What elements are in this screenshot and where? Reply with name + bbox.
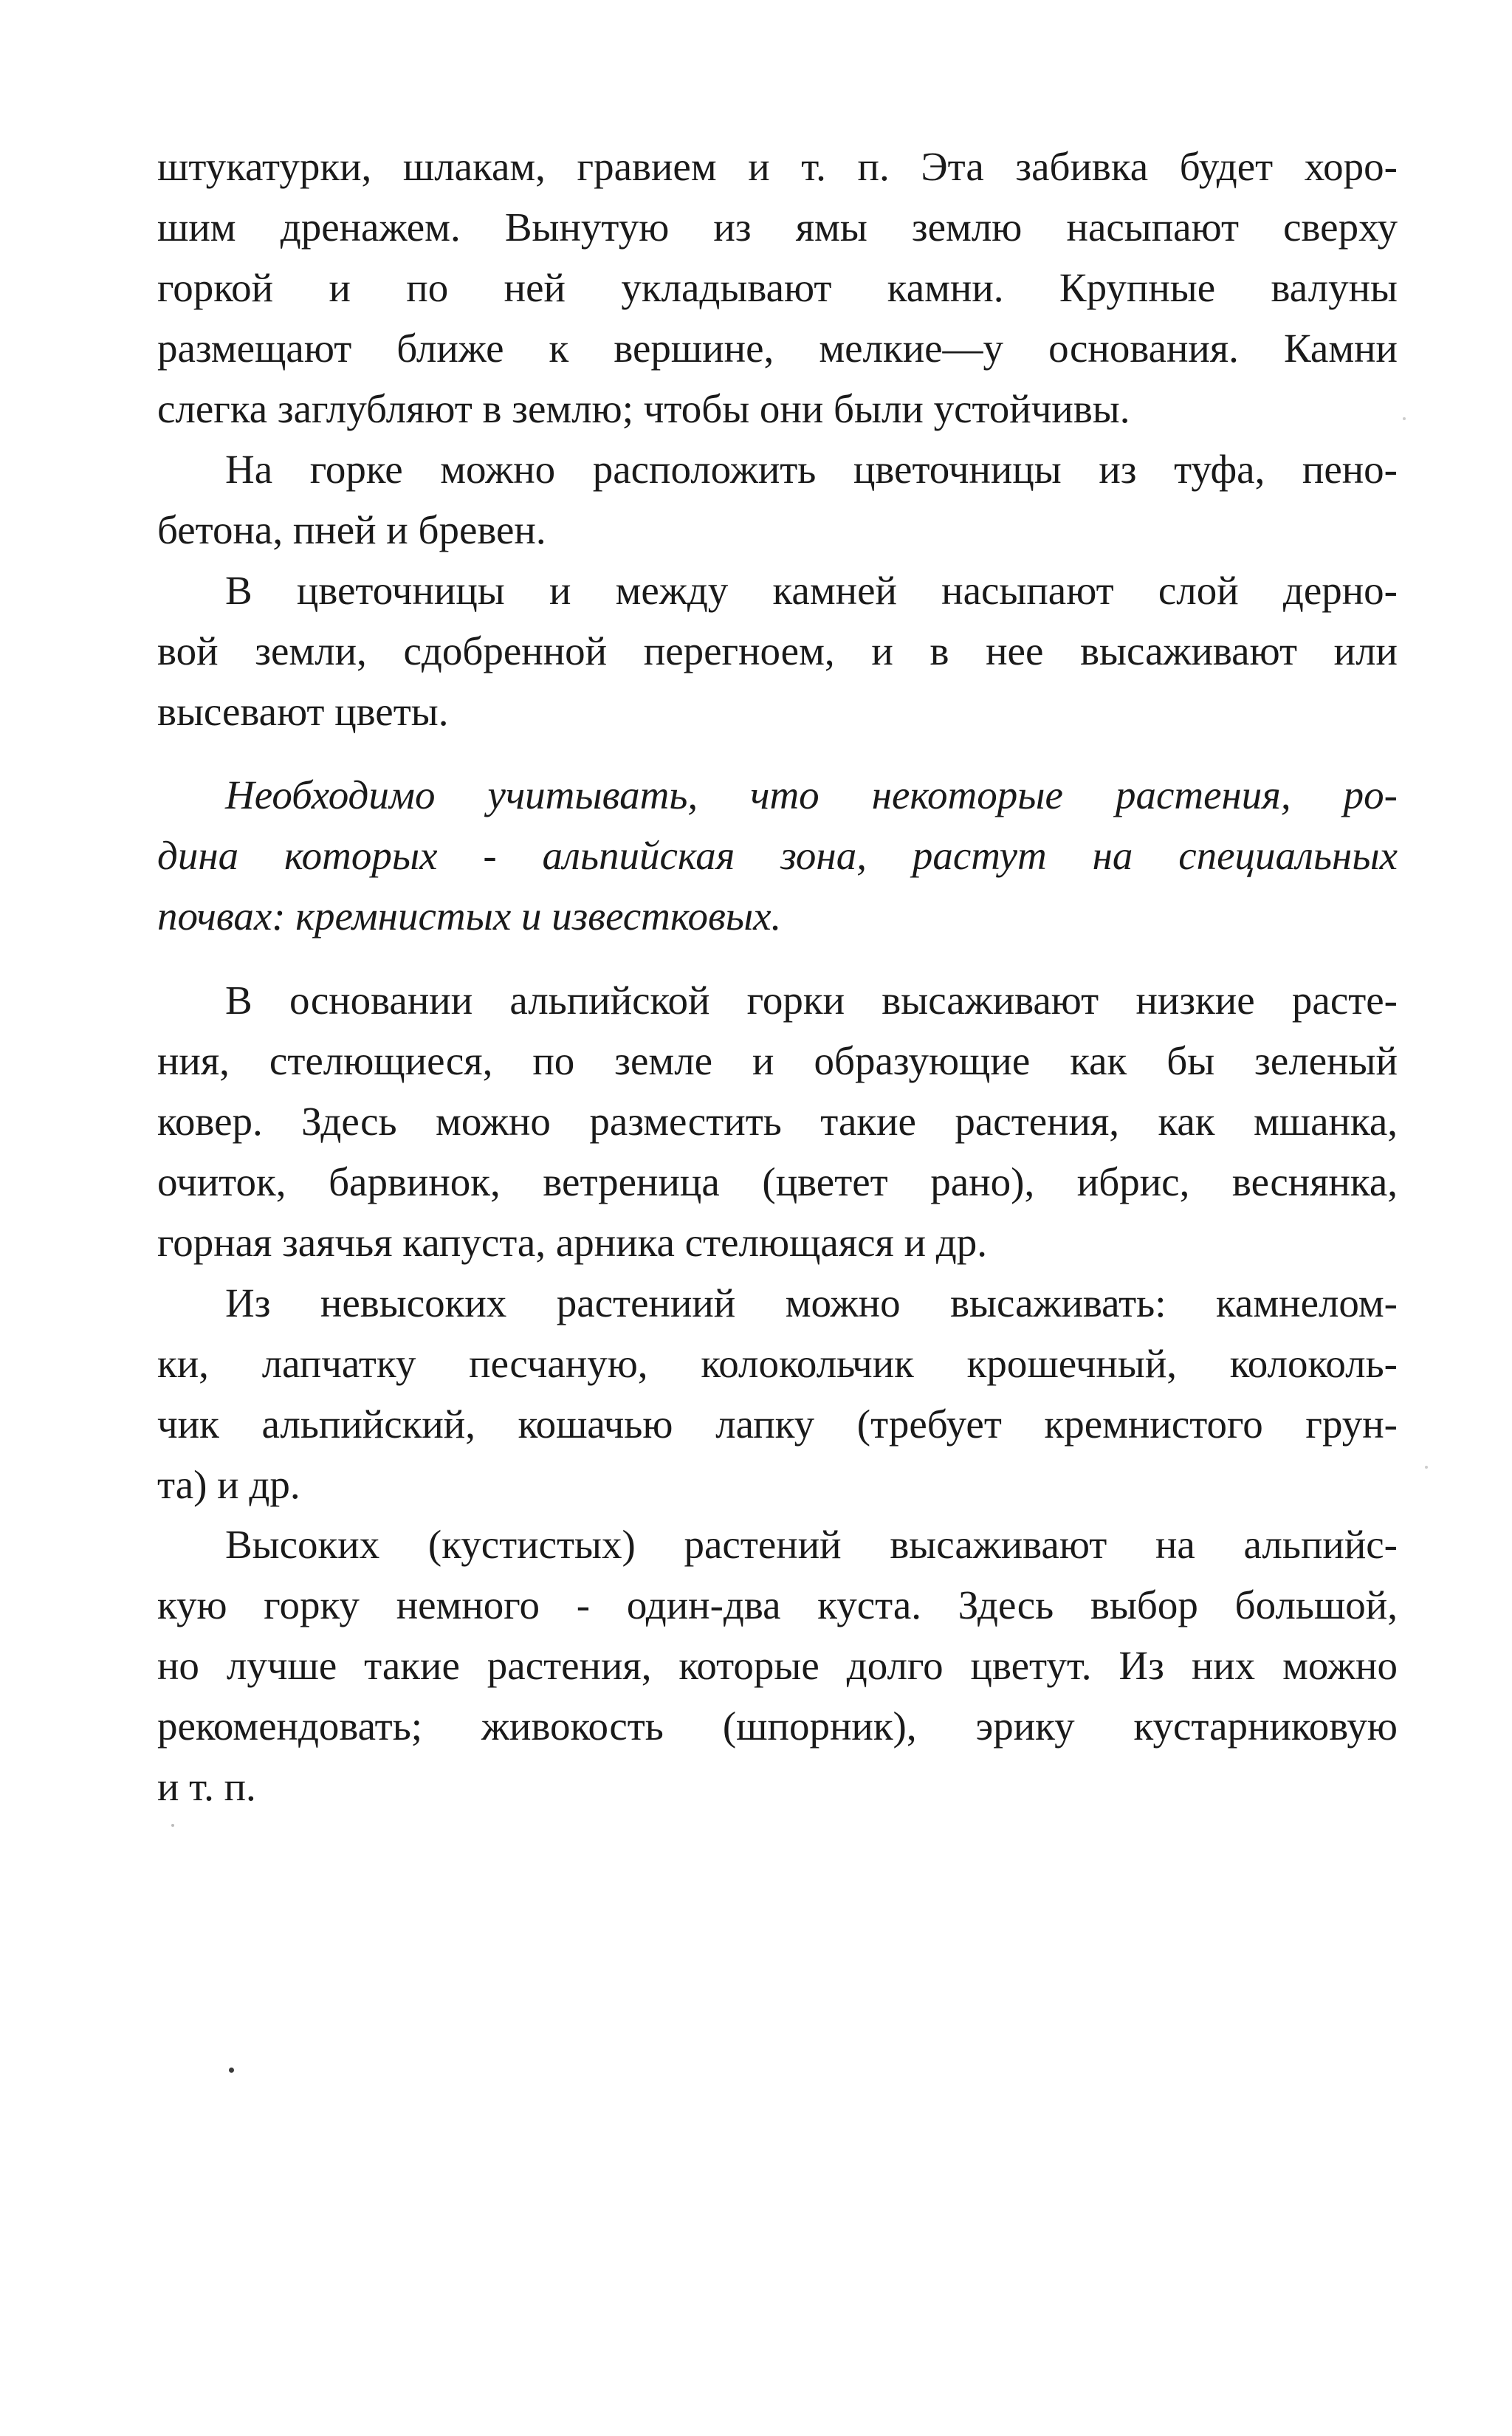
text-line: но лучше такие растения, которые долго цветут. Из них можно (157, 1643, 1398, 1688)
text-line: бетона, пней и бревен. (157, 507, 546, 552)
text-line: вой земли, сдобренной перегноем, и в нее высаживают или (157, 628, 1398, 673)
text-line: Из невысоких растениий можно высаживать: камнелом- (225, 1280, 1398, 1325)
paragraph-6 (157, 1273, 1398, 1515)
paragraph-7 (157, 1514, 1398, 1817)
text-line: очиток, барвинок, ветреница (цветет рано), ибрис, веснянка, (157, 1159, 1398, 1204)
text-line: штукатурки, шлакам, гравием и т. п. Эта забивка будет хоро- (157, 144, 1398, 189)
text-line: и т. п. (157, 1764, 256, 1809)
text-line: горная заячья капуста, арника стелющаяся и др. (157, 1220, 988, 1265)
scan-speck (171, 1824, 174, 1827)
text-line: та) и др. (157, 1462, 300, 1507)
paragraph-3 (157, 560, 1398, 742)
text-line: почвах: кремнистых и известковых. (157, 893, 782, 939)
text-line: размещают ближе к вершине, мелкие—у основания. Камни (157, 326, 1398, 371)
text-line: слегка заглубляют в землю; чтобы они были устойчивы. (157, 386, 1130, 431)
paragraph-1 (157, 137, 1398, 439)
text-line: дина которых - альпийская зона, растут на специальных (157, 833, 1398, 878)
text-line: ковер. Здесь можно разместить такие растения, как мшанка, (157, 1099, 1398, 1144)
scan-speck (1403, 417, 1406, 420)
paragraph-5 (157, 970, 1398, 1273)
text-line: чик альпийский, кошачью лапку (требует кремнистого грун- (157, 1401, 1398, 1447)
text-line: В цветочницы и между камней насыпают слой дерно- (225, 568, 1398, 613)
text-line: Необходимо учитывать, что некоторые растения, ро- (225, 772, 1398, 817)
scan-speck (1425, 1466, 1428, 1469)
text-line: В основании альпийской горки высаживают низкие расте- (225, 978, 1398, 1023)
text-line: Высоких (кустистых) растений высаживают на альпийс- (225, 1522, 1398, 1567)
text-line: горкой и по ней укладывают камни. Крупные валуны (157, 265, 1398, 310)
scan-speck (229, 2068, 234, 2073)
text-line: шим дренажем. Вынутую из ямы землю насыпают сверху (157, 205, 1398, 250)
text-line: высевают цветы. (157, 689, 449, 734)
text-line: ки, лапчатку песчаную, колокольчик крошечный, колоколь- (157, 1341, 1398, 1386)
text-line: рекомендовать; живокость (шпорник), эрику кустарниковую (157, 1704, 1398, 1749)
italic-note (157, 765, 1398, 947)
text-line: ния, стелющиеся, по земле и образующие как бы зеленый (157, 1038, 1398, 1083)
paragraph-2 (157, 439, 1398, 560)
text-line: кую горку немного - один-два куста. Здесь выбор большой, (157, 1582, 1398, 1627)
text-line: На горке можно расположить цветочницы из туфа, пено- (225, 447, 1398, 492)
